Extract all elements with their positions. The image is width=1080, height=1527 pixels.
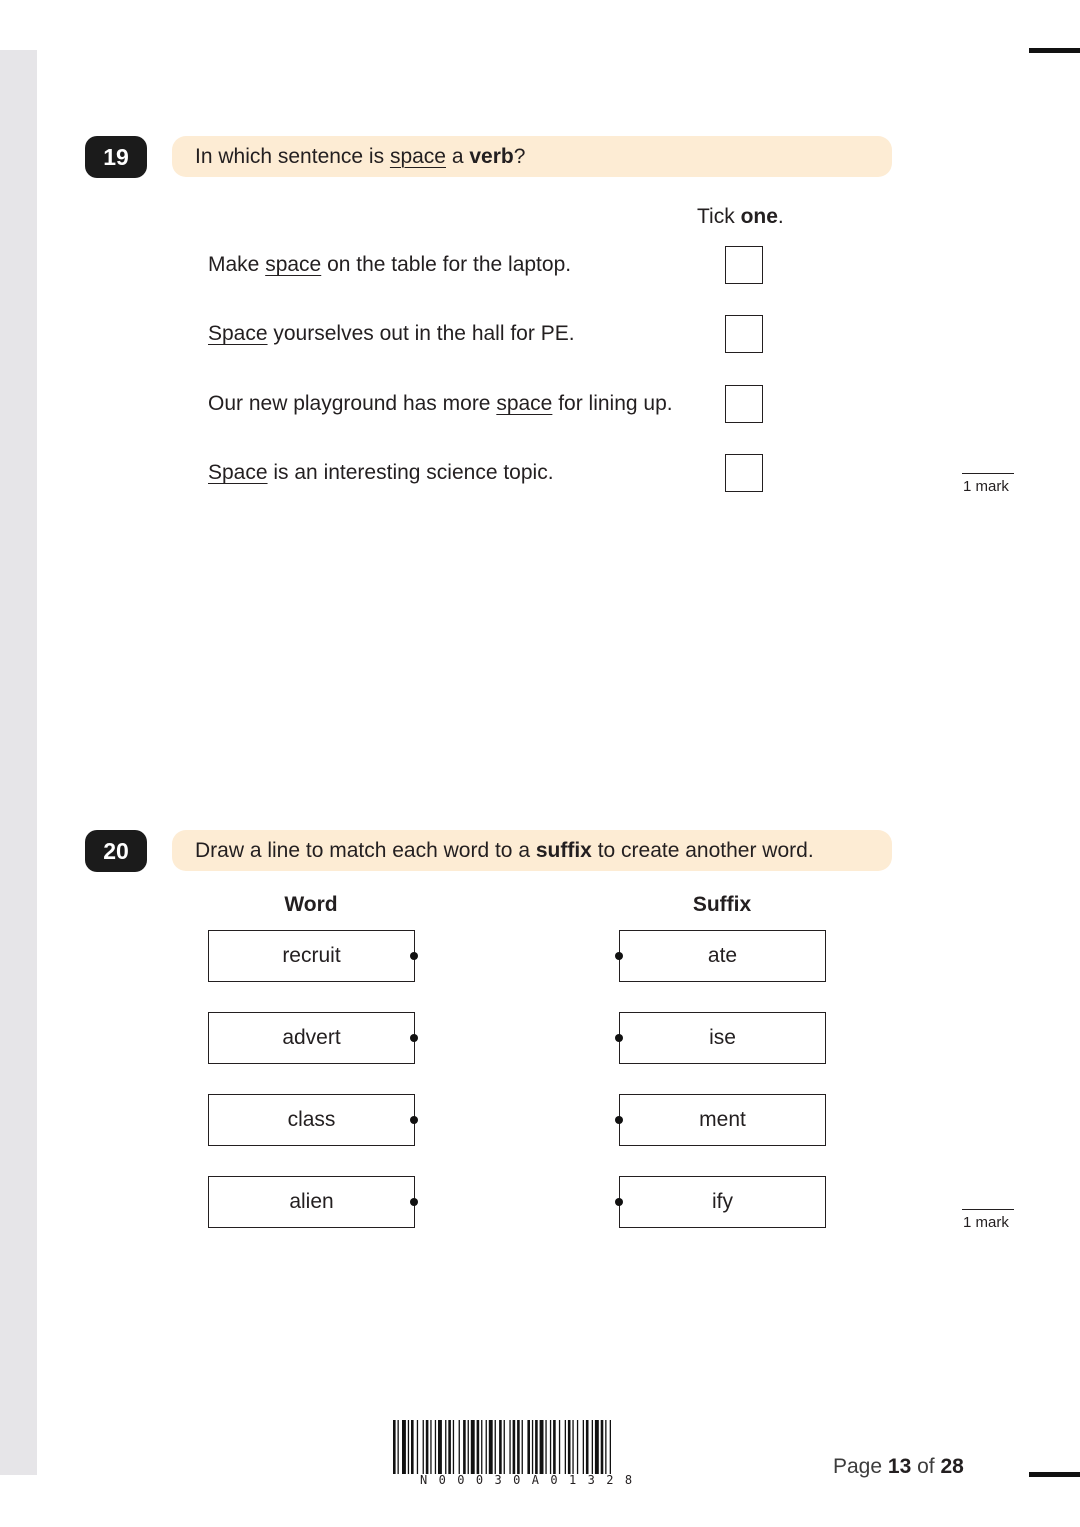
suffix-connector-dot[interactable] <box>615 1034 623 1042</box>
barcode-bar <box>601 1420 604 1474</box>
suffix-box-ate: ate <box>619 930 826 982</box>
prompt-text: ? <box>513 144 526 168</box>
mark-label-q20: 1 mark <box>963 1214 1009 1231</box>
barcode-bar <box>471 1420 475 1474</box>
word-box-recruit: recruit <box>208 930 415 982</box>
page-margin-strip <box>0 50 37 1475</box>
barcode-bar <box>559 1420 560 1474</box>
barcode-bar <box>509 1420 510 1474</box>
barcode-bar <box>568 1420 571 1474</box>
barcode-bar <box>477 1420 480 1474</box>
barcode-bar <box>481 1420 482 1474</box>
question-19-prompt <box>172 136 892 177</box>
corner-registration-mark-top <box>1029 48 1080 53</box>
mark-line-q20 <box>962 1209 1014 1210</box>
prompt-text: to create another word. <box>591 838 814 862</box>
barcode-bar <box>448 1420 451 1474</box>
barcode <box>393 1420 713 1476</box>
barcode-bar <box>417 1420 418 1474</box>
corner-registration-mark-bottom <box>1029 1472 1080 1477</box>
barcode-bar <box>553 1420 556 1474</box>
barcode-bar <box>438 1420 442 1474</box>
barcode-bar <box>522 1420 523 1474</box>
barcode-bar <box>535 1420 538 1474</box>
barcode-bar <box>402 1420 406 1474</box>
barcode-bar <box>468 1420 469 1474</box>
barcode-bar <box>577 1420 578 1474</box>
word-connector-dot[interactable] <box>410 952 418 960</box>
mark-line-q19 <box>962 473 1014 474</box>
barcode-bar <box>459 1420 460 1474</box>
barcode-bar <box>550 1420 551 1474</box>
barcode-bar <box>435 1420 436 1474</box>
suffix-column-header: Suffix <box>692 893 752 916</box>
prompt-underlined-word: space <box>389 144 446 168</box>
barcode-bar <box>583 1420 584 1474</box>
page-number: Page 13 of 28 <box>833 1455 964 1478</box>
option-sentence-3: Our new playground has more space for lining up. <box>208 392 673 415</box>
word-connector-dot[interactable] <box>410 1116 418 1124</box>
barcode-bar <box>426 1420 429 1474</box>
barcode-bar <box>393 1420 396 1474</box>
barcode-bar <box>423 1420 424 1474</box>
barcode-bar <box>605 1420 606 1474</box>
barcode-bar <box>504 1420 505 1474</box>
word-connector-dot[interactable] <box>410 1034 418 1042</box>
mark-label-q19: 1 mark <box>963 478 1009 495</box>
barcode-bar <box>572 1420 573 1474</box>
barcode-bar <box>489 1420 493 1474</box>
barcode-bar <box>486 1420 487 1474</box>
word-column-header: Word <box>284 893 338 916</box>
suffix-box-ify: ify <box>619 1176 826 1228</box>
word-box-advert: advert <box>208 1012 415 1064</box>
question-20-number: 20 <box>85 830 147 872</box>
barcode-bar <box>430 1420 431 1474</box>
barcode-bar <box>592 1420 593 1474</box>
suffix-connector-dot[interactable] <box>615 1116 623 1124</box>
prompt-text: Draw a line to match each word to a <box>195 838 536 862</box>
barcode-bar <box>565 1420 566 1474</box>
tick-box-4[interactable] <box>725 454 763 492</box>
barcode-bar <box>411 1420 414 1474</box>
suffix-box-ise: ise <box>619 1012 826 1064</box>
barcode-bar <box>499 1420 502 1474</box>
prompt-bold-word: verb <box>469 144 514 168</box>
tick-one-instruction: Tick one. <box>697 205 784 228</box>
word-box-class: class <box>208 1094 415 1146</box>
barcode-bar <box>527 1420 530 1474</box>
barcode-bar <box>610 1420 611 1474</box>
question-20-prompt <box>172 830 892 871</box>
barcode-bar <box>532 1420 533 1474</box>
tick-box-3[interactable] <box>725 385 763 423</box>
tick-box-2[interactable] <box>725 315 763 353</box>
tick-box-1[interactable] <box>725 246 763 284</box>
option-sentence-4: Space is an interesting science topic. <box>208 461 554 484</box>
barcode-bar <box>445 1420 446 1474</box>
word-connector-dot[interactable] <box>410 1198 418 1206</box>
barcode-bar <box>495 1420 496 1474</box>
barcode-bar <box>595 1420 599 1474</box>
option-sentence-2: Space yourselves out in the hall for PE. <box>208 322 575 345</box>
barcode-bar <box>398 1420 399 1474</box>
barcode-bar <box>453 1420 454 1474</box>
suffix-box-ment: ment <box>619 1094 826 1146</box>
barcode-bar <box>463 1420 466 1474</box>
prompt-bold-word: suffix <box>535 838 592 862</box>
barcode-number: N00030A01328 <box>420 1473 644 1487</box>
barcode-bar <box>586 1420 589 1474</box>
barcode-bar <box>540 1420 544 1474</box>
option-sentence-1: Make space on the table for the laptop. <box>208 253 572 276</box>
suffix-connector-dot[interactable] <box>615 952 623 960</box>
suffix-connector-dot[interactable] <box>615 1198 623 1206</box>
word-box-alien: alien <box>208 1176 415 1228</box>
question-19-number: 19 <box>85 136 147 178</box>
barcode-bar <box>408 1420 409 1474</box>
barcode-bar <box>513 1420 516 1474</box>
barcode-bar <box>545 1420 546 1474</box>
prompt-text: a <box>445 144 470 168</box>
prompt-text: In which sentence is <box>195 144 390 168</box>
barcode-bar <box>517 1420 520 1474</box>
